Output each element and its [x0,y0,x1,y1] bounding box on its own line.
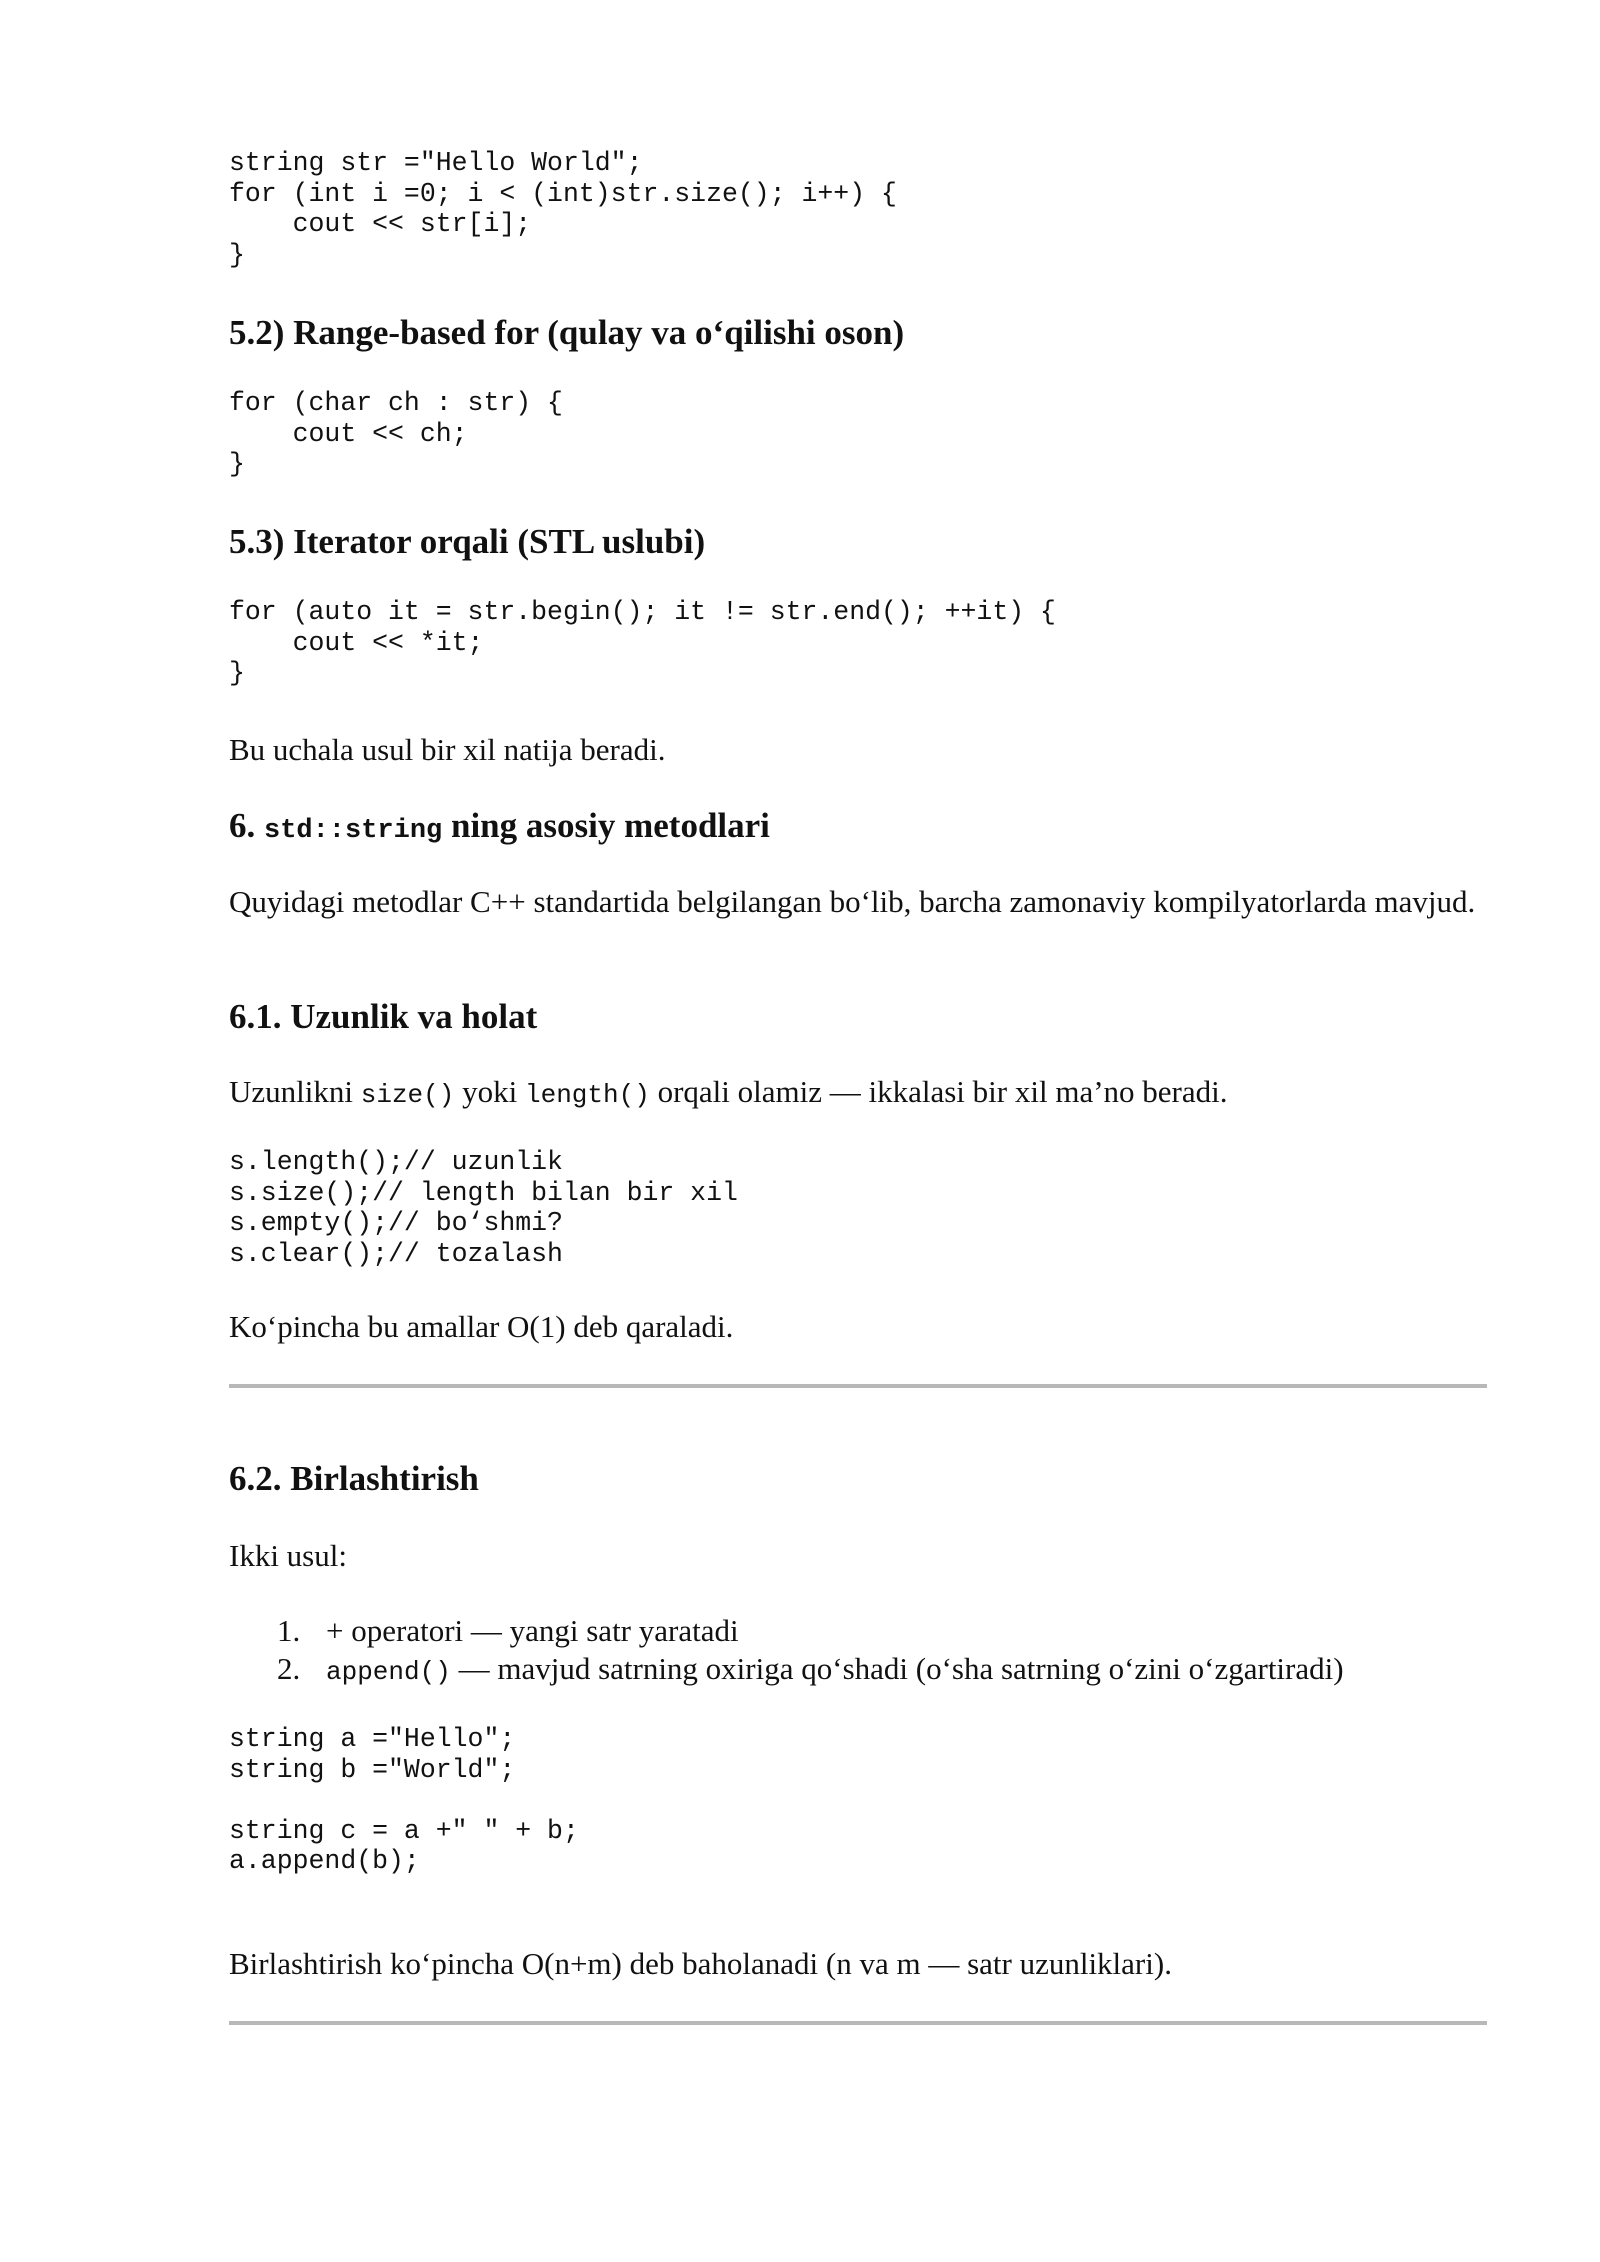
heading-5-3: 5.3) Iterator orqali (STL uslubi) [229,522,706,561]
ordered-list [229,1612,1487,1691]
list-item [229,1650,1487,1691]
heading-6-suffix: ning asosiy metodlari [442,806,770,845]
paragraph-length-text-3: orqali olamiz — ikkalasi bir xil ma’no beradi. [649,1074,1228,1109]
heading-6-1: 6.1. Uzunlik va holat [229,997,538,1036]
code-block-range-for: for (char ch : str) { cout << ch; } [229,388,563,479]
heading-6-prefix: 6. [229,806,264,845]
horizontal-rule [229,2021,1487,2025]
paragraph-complexity: Birlashtirish ko‘pincha O(n+m) deb baholanadi (n va m — satr uzunliklari). [229,1946,1172,1981]
list-item-number: 2. [277,1651,301,1686]
horizontal-rule [229,1384,1487,1388]
paragraph-o1: Ko‘pincha bu amallar O(1) deb qaraladi. [229,1309,734,1344]
paragraph-methods-intro: Quyidagi metodlar C++ standartida belgilangan bo‘lib, barcha zamonaviy kompilyatorlarda mavjud. [229,884,1476,919]
code-length: length() [525,1080,650,1110]
paragraph-length [229,1073,1227,1114]
code-block-index-loop: string str ="Hello World"; for (int i =0; i < (int)str.size(); i++) { cout << str[i]; } [229,148,897,270]
code-size: size() [360,1080,455,1110]
paragraph-length-text-2: yoki [454,1074,525,1109]
code-block-length-methods: s.length();// uzunlik s.size();// length bilan bir xil s.empty();// bo‘shmi? s.clear();// tozalash [229,1147,738,1269]
heading-6-code: std::string [264,816,443,846]
code-append: append() [326,1657,451,1687]
heading-5-2: 5.2) Range-based for (qulay va o‘qilishi oson) [229,313,905,352]
code-block-concatenation: string a ="Hello"; string b ="World"; string c = a +" " + b; a.append(b); [229,1724,579,1876]
code-block-iterator: for (auto it = str.begin(); it != str.end(); ++it) { cout << *it; } [229,597,1056,688]
list-item-number: 1. [277,1613,301,1648]
heading-6-2: 6.2. Birlashtirish [229,1459,479,1498]
list-item [229,1612,1487,1650]
paragraph-two-ways: Ikki usul: [229,1538,347,1573]
heading-6 [229,806,770,851]
paragraph-same-result: Bu uchala usul bir xil natija beradi. [229,732,666,767]
paragraph-length-text-1: Uzunlikni [229,1074,361,1109]
list-item-text: + operatori — yangi satr yaratadi [326,1613,739,1648]
list-item-text: — mavjud satrning oxiriga qo‘shadi (o‘sha satrning o‘zini o‘zgartiradi) [450,1651,1344,1686]
